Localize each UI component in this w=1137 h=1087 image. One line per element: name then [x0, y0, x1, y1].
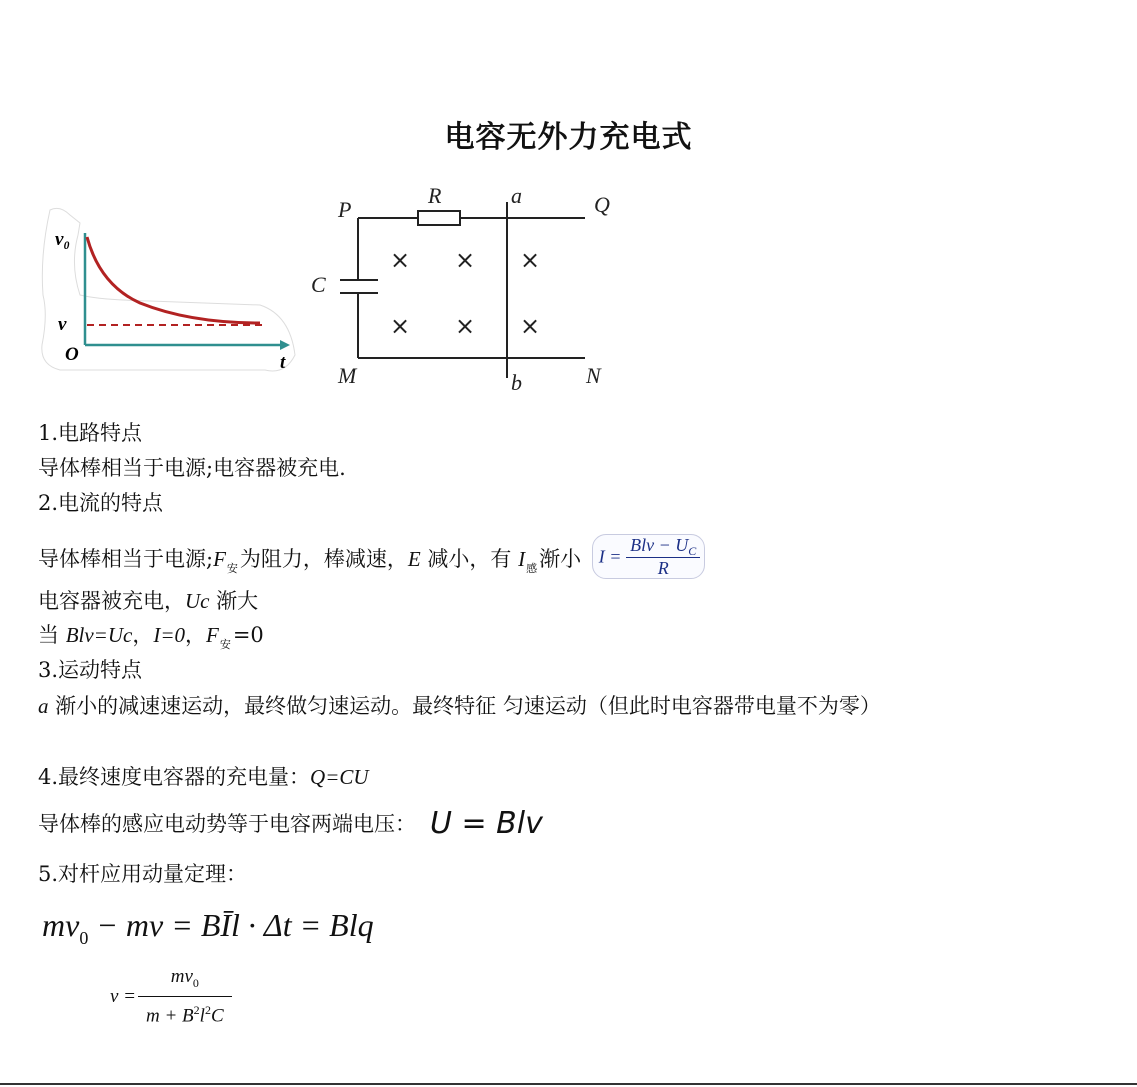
- text: 导体棒相当于电源;: [38, 547, 214, 571]
- subscript: 安: [226, 562, 238, 575]
- subscript: 感: [526, 562, 538, 575]
- text: 当: [38, 623, 66, 647]
- section-2-line-3: [38, 621, 264, 653]
- circuit-label-a: a: [511, 183, 522, 208]
- circuit-label-Q: Q: [594, 192, 610, 217]
- text: 4.最终速度电容器的充电量：: [38, 765, 311, 789]
- section-3-body: [38, 692, 881, 720]
- graph-t-label: t: [280, 352, 286, 373]
- symbol-F: F: [206, 623, 219, 647]
- section-4-heading: [38, 763, 369, 791]
- graph-v-label: v: [58, 314, 67, 335]
- equation: Q=CU: [310, 765, 369, 789]
- subscript: 0: [79, 928, 89, 948]
- circuit-label-P: P: [338, 197, 352, 222]
- formula-fraction: [628, 535, 698, 578]
- field-mark: ×: [454, 246, 476, 274]
- superscript: 2: [204, 1002, 211, 1017]
- formula-subscript: C: [688, 544, 697, 558]
- section-5-heading: 5.对杆应用动量定理：: [38, 862, 248, 886]
- section-2-heading: 2.电流的特点: [38, 491, 164, 515]
- circuit-label-b: b: [511, 370, 522, 395]
- formula-denominator: R: [626, 557, 700, 578]
- subscript: 安: [219, 638, 231, 651]
- formula-lhs: I =: [598, 546, 622, 567]
- momentum-equation: [42, 907, 374, 948]
- text: − mv = B: [88, 907, 221, 943]
- symbol-I: I: [518, 547, 526, 571]
- symbol-F: F: [213, 547, 226, 571]
- text: =0: [232, 623, 264, 647]
- formula-numerator: Blv − U: [630, 535, 689, 555]
- symbol-E: E: [407, 547, 421, 571]
- section-1-heading: 1.电路特点: [38, 421, 143, 445]
- circuit-label-C: C: [311, 272, 326, 297]
- section-4-body: [38, 806, 543, 841]
- velocity-fraction: [142, 964, 228, 1029]
- circuit-label-N: N: [586, 363, 601, 388]
- denominator-part: l: [199, 1005, 205, 1027]
- section-2-line-2: [38, 587, 258, 615]
- symbol-a: a: [38, 694, 49, 718]
- text: 渐小: [539, 547, 582, 571]
- text: 电容器被充电，: [38, 589, 185, 613]
- circuit-label-M: M: [338, 363, 357, 388]
- field-mark: ×: [454, 312, 476, 340]
- subscript: 0: [192, 975, 199, 990]
- denominator-part: m + B: [146, 1005, 194, 1027]
- text: ，: [185, 623, 206, 647]
- superscript: 2: [193, 1002, 200, 1017]
- field-mark: ×: [389, 312, 411, 340]
- text: 导体棒的感应电动势等于电容两端电压：: [38, 812, 416, 836]
- section-2-line-1: [38, 535, 705, 583]
- symbol-I-bar: Ī: [220, 907, 232, 943]
- text: 渐小的减速速运动，最终做匀速运动。最终特征 匀速运动（但此时电容器带电量不为零）: [48, 694, 881, 718]
- section-3-heading: 3.运动特点: [38, 658, 143, 682]
- equation: Blv=Uc: [65, 623, 133, 647]
- text: ，: [132, 623, 154, 647]
- text: 减小，有: [420, 547, 519, 571]
- text: v =: [110, 985, 137, 1007]
- equation-U-Blv: U = Blv: [430, 806, 543, 841]
- graph-origin-label: O: [65, 344, 79, 365]
- text: 渐大: [209, 589, 259, 613]
- text: l · Δt = Blq: [231, 907, 374, 943]
- velocity-time-graph: [40, 205, 300, 375]
- equation: I=0: [153, 623, 185, 647]
- current-formula: [592, 534, 705, 579]
- graph-v0-label: v₀: [55, 229, 71, 250]
- symbol-Uc: Uc: [185, 589, 210, 613]
- section-1-body: 导体棒相当于电源;电容器被充电.: [38, 456, 346, 480]
- bottom-divider: [0, 1083, 1137, 1085]
- text: mv: [42, 907, 80, 943]
- denominator-part: C: [210, 1005, 224, 1027]
- circuit-label-R: R: [428, 183, 442, 208]
- field-mark: ×: [519, 246, 541, 274]
- text: 为阻力，棒减速，: [239, 547, 408, 571]
- page-title: 电容无外力充电式: [444, 120, 693, 155]
- numerator: mv: [170, 966, 193, 987]
- field-mark: ×: [389, 246, 411, 274]
- final-velocity-equation: [110, 964, 228, 1029]
- circuit-diagram: [300, 180, 640, 400]
- field-mark: ×: [519, 312, 541, 340]
